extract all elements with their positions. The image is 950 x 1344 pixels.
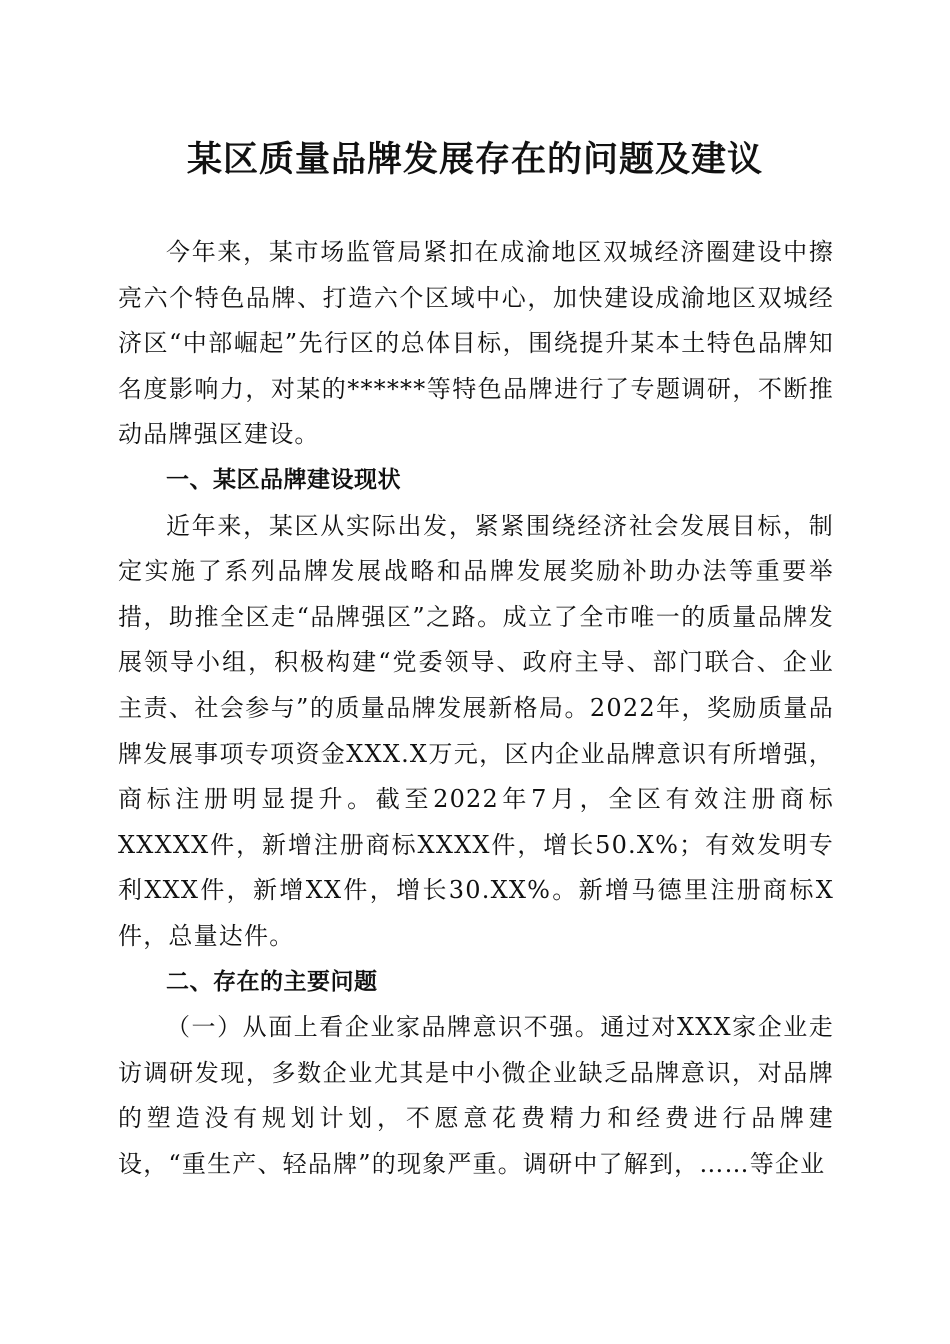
section-2-item-1-body: 通过对XXX家企业走访调研发现，多数企业尤其是中小微企业缺乏品牌意识，对品牌的塑造没有规划计划，不愿意花费精力和经费进行品牌建设，“重生产、轻品牌”的现象严重。调研中了解到，……等企业: [118, 1013, 834, 1178]
section-2-heading: 二、存在的主要问题: [166, 968, 378, 995]
section-1-heading: 一、某区品牌建设现状: [166, 466, 401, 493]
section-1-paragraph: 近年来，某区从实际出发，紧紧围绕经济社会发展目标，制定实施了系列品牌发展战略和品牌发展奖励补助办法等重要举措，助推全区走“品牌强区”之路。成立了全市唯一的质量品牌发展领导小组，积极构建“党委领导、政府主导、部门联合、企业主责、社会参与”的质量品牌发展新格局。2022年，奖励质量品牌发展事项专项资金XXX.X万元，区内企业品牌意识有所增强，商标注册明显提升。截至2022年7月，全区有效注册商标XXXXX件，新增注册商标XXXX件，增长50.X%；有效发明专利XXX件，新增XX件，增长30.XX%。新增马德里注册商标X件，总量达件。: [118, 511, 834, 950]
section-2-item-1-paragraph: [118, 1005, 834, 1187]
section-2-item-1-lead: （一）从面上看企业家品牌意识不强。: [166, 1013, 601, 1042]
intro-paragraph: 今年来，某市场监管局紧扣在成渝地区双城经济圈建设中擦亮六个特色品牌、打造六个区域中心，加快建设成渝地区双城经济区“中部崛起”先行区的总体目标，围绕提升某本土特色品牌知名度影响力，对某的******等特色品牌进行了专题调研，不断推动品牌强区建设。: [118, 238, 834, 449]
document-title: 某区质量品牌发展存在的问题及建议: [186, 139, 763, 180]
document-body: [118, 230, 834, 1187]
